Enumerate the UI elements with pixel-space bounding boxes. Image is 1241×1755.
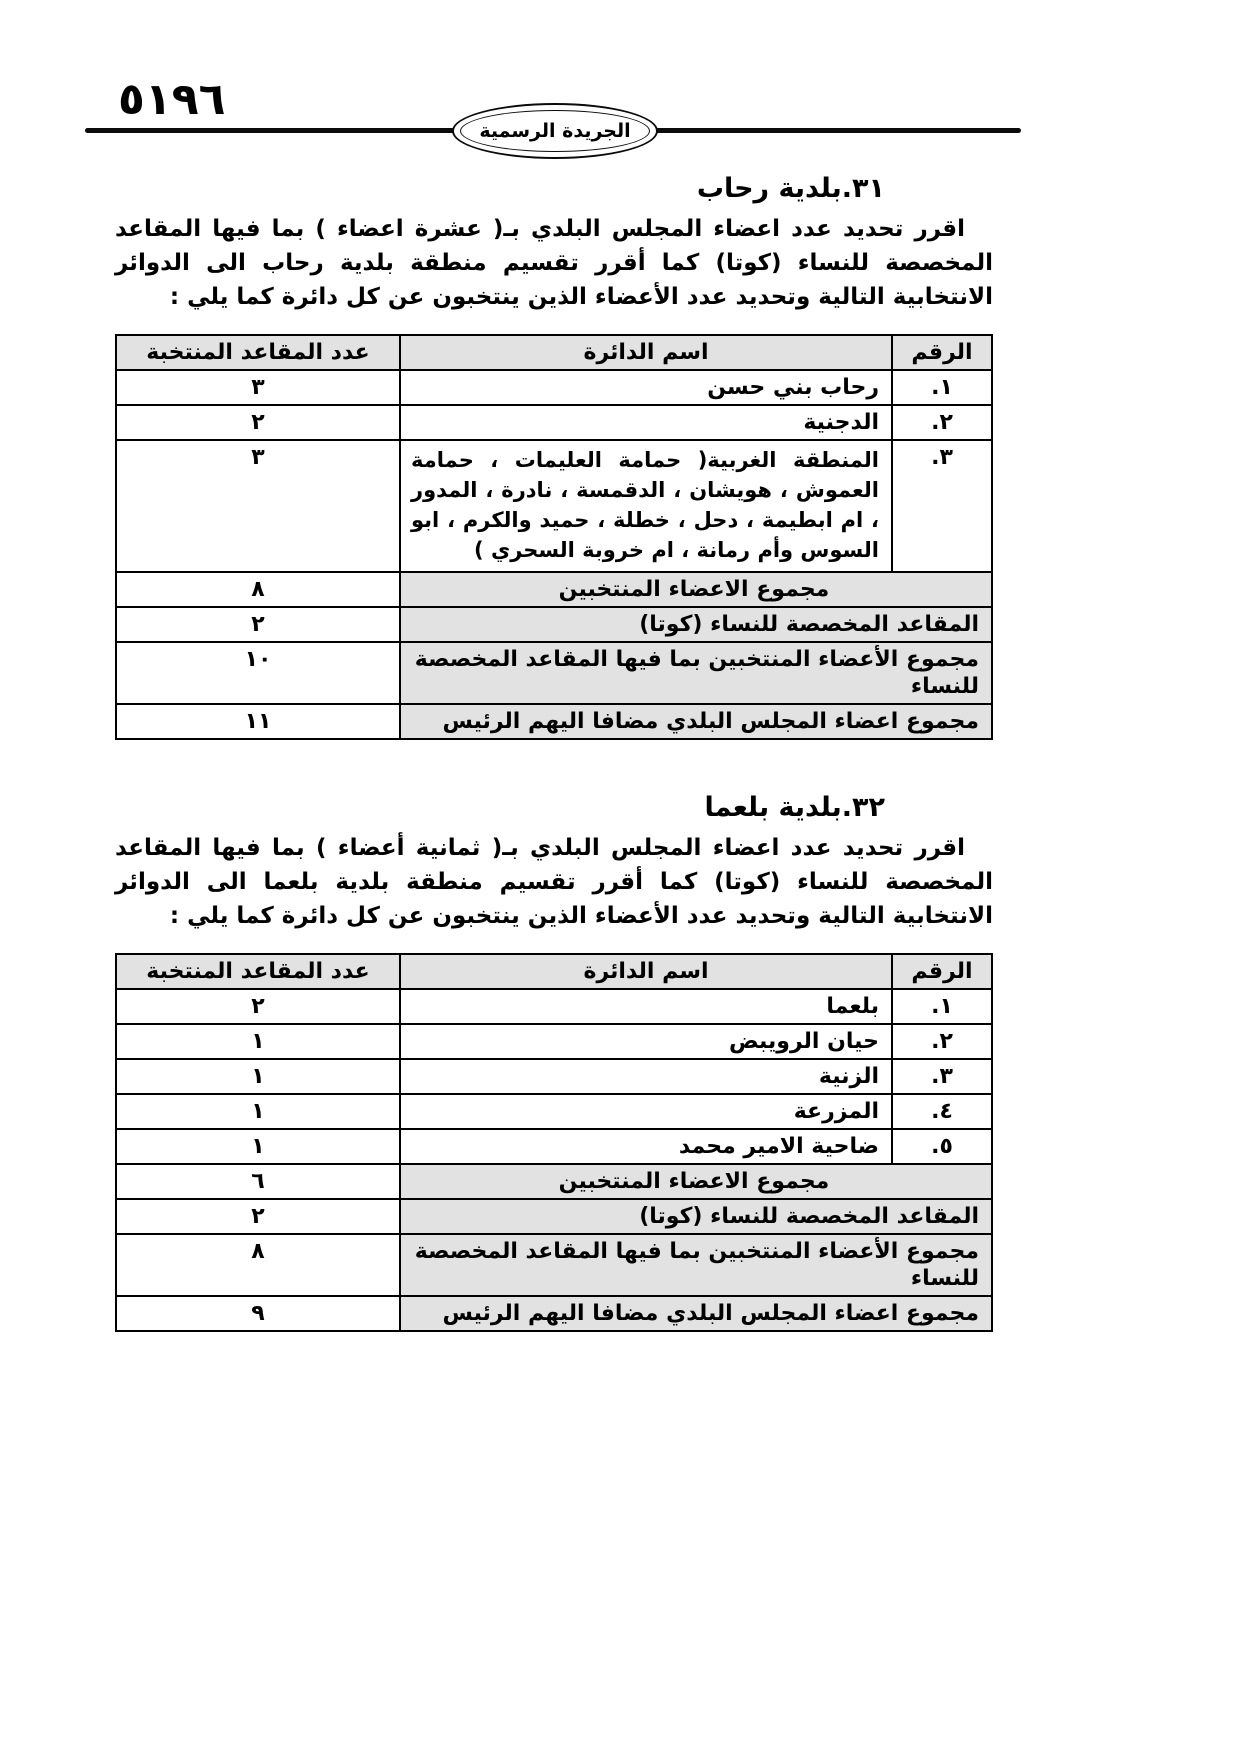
summary-value: ٢ <box>116 607 400 642</box>
summary-value: ٦ <box>116 1164 400 1199</box>
summary-value: ٢ <box>116 1199 400 1234</box>
district-number: ١. <box>892 370 992 405</box>
district-number: ١. <box>892 989 992 1024</box>
district-number: ٣. <box>892 440 992 572</box>
table-header-row <box>116 954 992 989</box>
header-number: الرقم <box>892 335 992 370</box>
section-paragraph: اقرر تحديد عدد اعضاء المجلس البلدي بـ( ثمانية أعضاء ) بما فيها المقاعد المخصصة للنساء (كوتا) كما أقرر تقسيم منطقة بلدية بلعما الى الدوائر الانتخابية التالية وتحديد عدد الأعضاء الذين ينتخبون عن كل دائرة كما يلي : <box>115 835 993 929</box>
section-rehab-municipality <box>115 173 993 740</box>
district-seats: ١ <box>116 1094 400 1129</box>
district-name: رحاب بني حسن <box>400 370 892 405</box>
section-title: ٣١.بلدية رحاب <box>696 173 885 204</box>
gazette-banner-title: الجريدة الرسمية <box>479 120 631 142</box>
district-row <box>116 989 992 1024</box>
district-name: ضاحية الامير محمد <box>400 1129 892 1164</box>
header-number: الرقم <box>892 954 992 989</box>
summary-label: المقاعد المخصصة للنساء (كوتا) <box>400 607 992 642</box>
districts-table-balama <box>115 953 993 1332</box>
header-elected-seats: عدد المقاعد المنتخبة <box>116 335 400 370</box>
summary-label: مجموع اعضاء المجلس البلدي مضافا اليهم الرئيس <box>400 1296 992 1331</box>
district-name: بلعما <box>400 989 892 1024</box>
district-row <box>116 440 992 572</box>
district-row <box>116 1094 992 1129</box>
districts-table-rehab <box>115 334 993 740</box>
district-number: ٢. <box>892 1024 992 1059</box>
district-row <box>116 370 992 405</box>
summary-value: ٩ <box>116 1296 400 1331</box>
summary-label: المقاعد المخصصة للنساء (كوتا) <box>400 1199 992 1234</box>
page-header <box>0 0 1241 165</box>
header-district-name: اسم الدائرة <box>400 335 892 370</box>
district-seats: ١ <box>116 1024 400 1059</box>
summary-label: مجموع الاعضاء المنتخبين <box>400 572 992 607</box>
district-seats: ٣ <box>116 370 400 405</box>
gazette-banner-oval-inner <box>460 110 650 152</box>
summary-row <box>116 607 992 642</box>
summary-row <box>116 1234 992 1296</box>
district-seats: ٢ <box>116 989 400 1024</box>
district-seats: ٣ <box>116 440 400 572</box>
summary-row <box>116 1296 992 1331</box>
summary-row <box>116 704 992 739</box>
district-seats: ١ <box>116 1129 400 1164</box>
summary-value: ١٠ <box>116 642 400 704</box>
header-elected-seats: عدد المقاعد المنتخبة <box>116 954 400 989</box>
summary-label: مجموع الأعضاء المنتخبين بما فيها المقاعد المخصصة للنساء <box>400 1234 992 1296</box>
district-row <box>116 1129 992 1164</box>
summary-row <box>116 1199 992 1234</box>
summary-value: ٨ <box>116 572 400 607</box>
summary-row <box>116 642 992 704</box>
table-header-row <box>116 335 992 370</box>
district-number: ٤. <box>892 1094 992 1129</box>
header-district-name: اسم الدائرة <box>400 954 892 989</box>
section-paragraph: اقرر تحديد عدد اعضاء المجلس البلدي بـ( عشرة اعضاء ) بما فيها المقاعد المخصصة للنساء (كوتا) كما أقرر تقسيم منطقة بلدية رحاب الى الدوائر الانتخابية التالية وتحديد عدد الأعضاء الذين ينتخبون عن كل دائرة كما يلي : <box>115 216 993 310</box>
district-row <box>116 1059 992 1094</box>
district-seats: ١ <box>116 1059 400 1094</box>
summary-label: مجموع الاعضاء المنتخبين <box>400 1164 992 1199</box>
summary-label: مجموع الأعضاء المنتخبين بما فيها المقاعد المخصصة للنساء <box>400 642 992 704</box>
district-row <box>116 405 992 440</box>
district-name: المنطقة الغربية( حمامة العليمات ، حمامة العموش ، هويشان ، الدقمسة ، نادرة ، المدور ، ام ابطيمة ، دحل ، خطلة ، حميد والكرم ، ابو السوس وأم رمانة ، ام خروبة السحري ) <box>400 440 892 572</box>
content <box>115 173 993 1332</box>
district-seats: ٢ <box>116 405 400 440</box>
page-number: ٥١٩٦ <box>118 74 226 125</box>
summary-value: ١١ <box>116 704 400 739</box>
summary-row <box>116 1164 992 1199</box>
district-number: ٢. <box>892 405 992 440</box>
district-name: المزرعة <box>400 1094 892 1129</box>
district-row <box>116 1024 992 1059</box>
district-name: حيان الرويبض <box>400 1024 892 1059</box>
summary-value: ٨ <box>116 1234 400 1296</box>
section-title: ٣٢.بلدية بلعما <box>704 792 885 823</box>
district-name: الدجنية <box>400 405 892 440</box>
summary-row <box>116 572 992 607</box>
summary-label: مجموع اعضاء المجلس البلدي مضافا اليهم الرئيس <box>400 704 992 739</box>
district-name: الزنية <box>400 1059 892 1094</box>
gazette-banner-oval <box>452 103 658 159</box>
section-balama-municipality <box>115 792 993 1332</box>
district-number: ٣. <box>892 1059 992 1094</box>
district-number: ٥. <box>892 1129 992 1164</box>
